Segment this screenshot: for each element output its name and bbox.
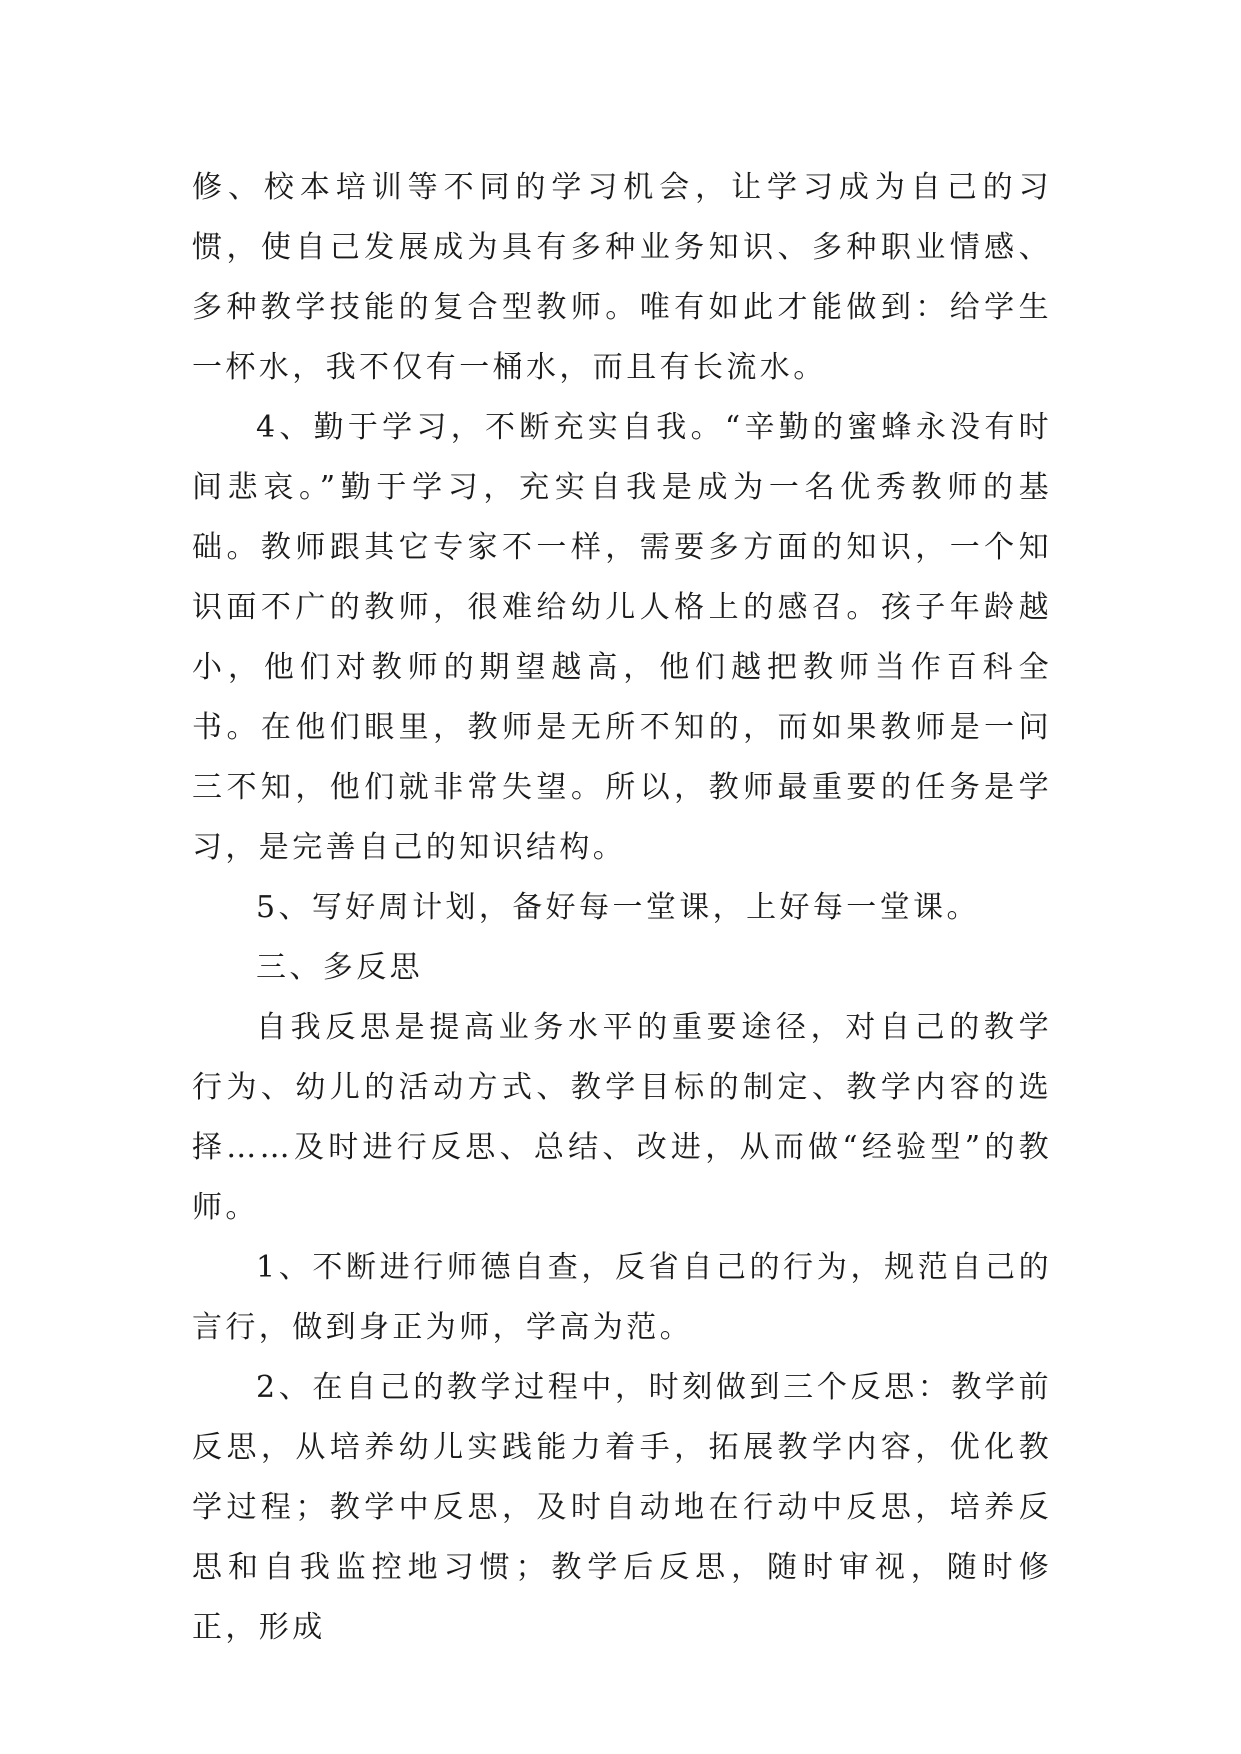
paragraph-continuation: 修、校本培训等不同的学习机会，让学习成为自己的习惯，使自己发展成为具有多种业务知识、多种职业情感、多种教学技能的复合型教师。唯有如此才能做到：给学生一杯水，我不仅有一桶水，而且有长流水。 (192, 170, 1052, 385)
section-heading-reflection: 三、多反思 (256, 950, 423, 985)
paragraph-reflection-item-2: 2、在自己的教学过程中，时刻做到三个反思：教学前反思，从培养幼儿实践能力着手，拓展教学内容，优化教学过程；教学中反思，及时自动地在行动中反思，培养反思和自我监控地习惯；教学后反思，随时审视，随时修正，形成 (192, 1370, 1052, 1645)
document-page (192, 158, 1052, 1658)
paragraph-reflection-intro: 自我反思是提高业务水平的重要途径，对自己的教学行为、幼儿的活动方式、教学目标的制定、教学内容的选择……及时进行反思、总结、改进，从而做“经验型”的教师。 (192, 1010, 1052, 1225)
paragraph-reflection-item-1: 1、不断进行师德自查，反省自己的行为，规范自己的言行，做到身正为师，学高为范。 (192, 1250, 1052, 1345)
paragraph-item-4: 4、勤于学习，不断充实自我。“辛勤的蜜蜂永没有时间悲哀。”勤于学习，充实自我是成为一名优秀教师的基础。教师跟其它专家不一样，需要多方面的知识，一个知识面不广的教师，很难给幼儿人格上的感召。孩子年龄越小，他们对教师的期望越高，他们越把教师当作百科全书。在他们眼里，教师是无所不知的，而如果教师是一问三不知，他们就非常失望。所以，教师最重要的任务是学习，是完善自己的知识结构。 (192, 410, 1052, 865)
paragraph-item-5: 5、写好周计划，备好每一堂课，上好每一堂课。 (256, 890, 980, 925)
